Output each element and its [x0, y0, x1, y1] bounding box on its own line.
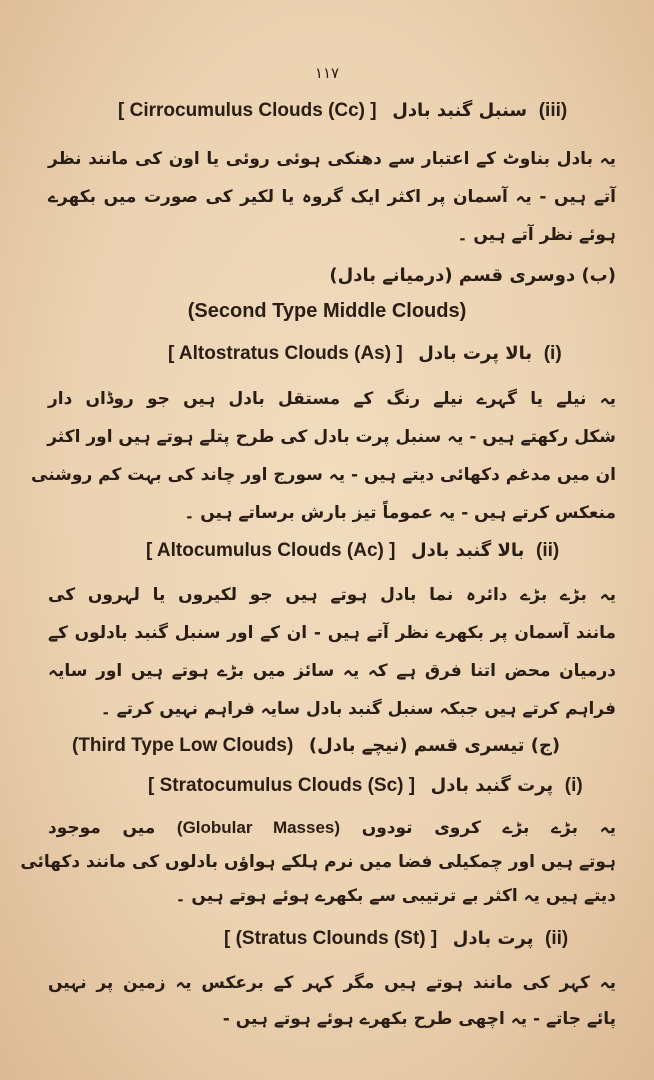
paragraph-line: شکل رکھتے ہیں - یہ سنبل پرت بادل کی طرح پتلے ہوتے ہیں اور اکثر	[47, 427, 616, 447]
heading-english: [ Cirrocumulus Clouds (Cc) ]	[118, 100, 377, 121]
paragraph-line: دیتے ہیں یہ اکثر بے ترتیبی سے بکھرے ہوئے ہوتے ہیں ۔	[175, 886, 616, 906]
heading-number: (ii)	[545, 928, 569, 949]
paragraph-line: آتے ہیں - یہ آسمان پر اکثر ایک گروہ یا لکیر کی صورت میں بکھرے	[48, 187, 616, 207]
heading-cirrocumulus	[118, 100, 567, 122]
heading-urdu: بالا پرت بادل	[418, 343, 533, 364]
paragraph-line: ان میں مدغم دکھائی دیتے ہیں - یہ سورج اور چاند کی بہت کم روشنی	[31, 465, 616, 485]
heading-urdu: سنبل گنبد بادل	[392, 100, 528, 121]
paragraph-line: منعکس کرتے ہیں - یہ عموماً تیز بارش برساتے ہیں ۔	[184, 503, 616, 523]
heading-stratus	[224, 928, 568, 950]
paragraph-text: میں موجود	[48, 818, 156, 838]
paragraph-english-term: (Globular Masses)	[176, 818, 341, 837]
paragraph-line: یہ بادل بناوٹ کے اعتبار سے دھنکی ہوئی روئی یا اون کی مانند نظر	[48, 149, 616, 169]
paragraph-line: ہوتے ہیں اور چمکیلی فضا میں نرم ہلکے ہواؤں بادلوں کی مانند دکھائی	[20, 852, 616, 872]
paragraph-line: یہ بڑے بڑے دائرہ نما بادل ہوتے ہیں جو لکیروں یا لہروں کی	[48, 585, 616, 605]
page-number: ۱۱۷	[314, 64, 340, 82]
heading-urdu: پرت بادل	[452, 928, 534, 949]
heading-english: [ Stratocumulus Clouds (Sc) ]	[148, 775, 416, 796]
heading-altocumulus	[146, 540, 559, 562]
heading-english: [ (Stratus Clounds (St) ]	[224, 928, 438, 949]
heading-urdu: پرت گنبد بادل	[430, 775, 554, 796]
heading-altostratus	[168, 343, 562, 365]
heading-english: [ Altocumulus Clouds (Ac) ]	[146, 540, 396, 561]
heading-number: (i)	[543, 343, 562, 364]
paragraph-line: مانند آسمان پر بکھرے نظر آتے ہیں - ان کے اور سنبل گنبد بادلوں کے	[48, 623, 616, 643]
section-heading-urdu: (ب) دوسری قسم (درمیانے بادل)	[329, 265, 616, 286]
paragraph-line: یہ کہر کی مانند ہوتے ہیں مگر کہر کے برعکس یہ زمین پر نہیں	[48, 973, 616, 993]
heading-urdu: بالا گنبد بادل	[411, 540, 525, 561]
paragraph-line: یہ نیلے یا گہرے نیلے رنگ کے مستقل بادل ہیں جو روڈاں دار	[48, 389, 616, 409]
heading-number: (iii)	[538, 100, 568, 121]
paragraph-text: یہ بڑے بڑے کروی تودوں	[361, 818, 617, 838]
paragraph-line: ہوئے نظر آتے ہیں ۔	[457, 225, 616, 245]
heading-number: (i)	[564, 775, 583, 796]
section-heading-english: (Second Type Middle Clouds)	[187, 300, 467, 322]
paragraph-line: پائے جاتے - یہ اچھی طرح بکھرے ہوئے ہوتے ہیں -	[222, 1009, 616, 1029]
heading-english: [ Altostratus Clouds (As) ]	[168, 343, 403, 364]
paragraph-line: فراہم کرتے ہیں جبکہ سنبل گنبد بادل سایہ فراہم نہیں کرتے ۔	[100, 699, 616, 719]
heading-third-type	[72, 735, 560, 757]
heading-stratocumulus	[148, 775, 583, 797]
heading-number: (ii)	[536, 540, 560, 561]
section-heading-english: (Third Type Low Clouds)	[72, 735, 294, 756]
paragraph-line: درمیان محض اتنا فرق ہے کہ یہ سائز میں بڑے ہوتے ہیں اور سایہ	[48, 661, 616, 681]
section-heading-urdu: (ج) تیسری قسم (نیچے بادل)	[308, 735, 561, 756]
paragraph-line	[48, 817, 616, 838]
